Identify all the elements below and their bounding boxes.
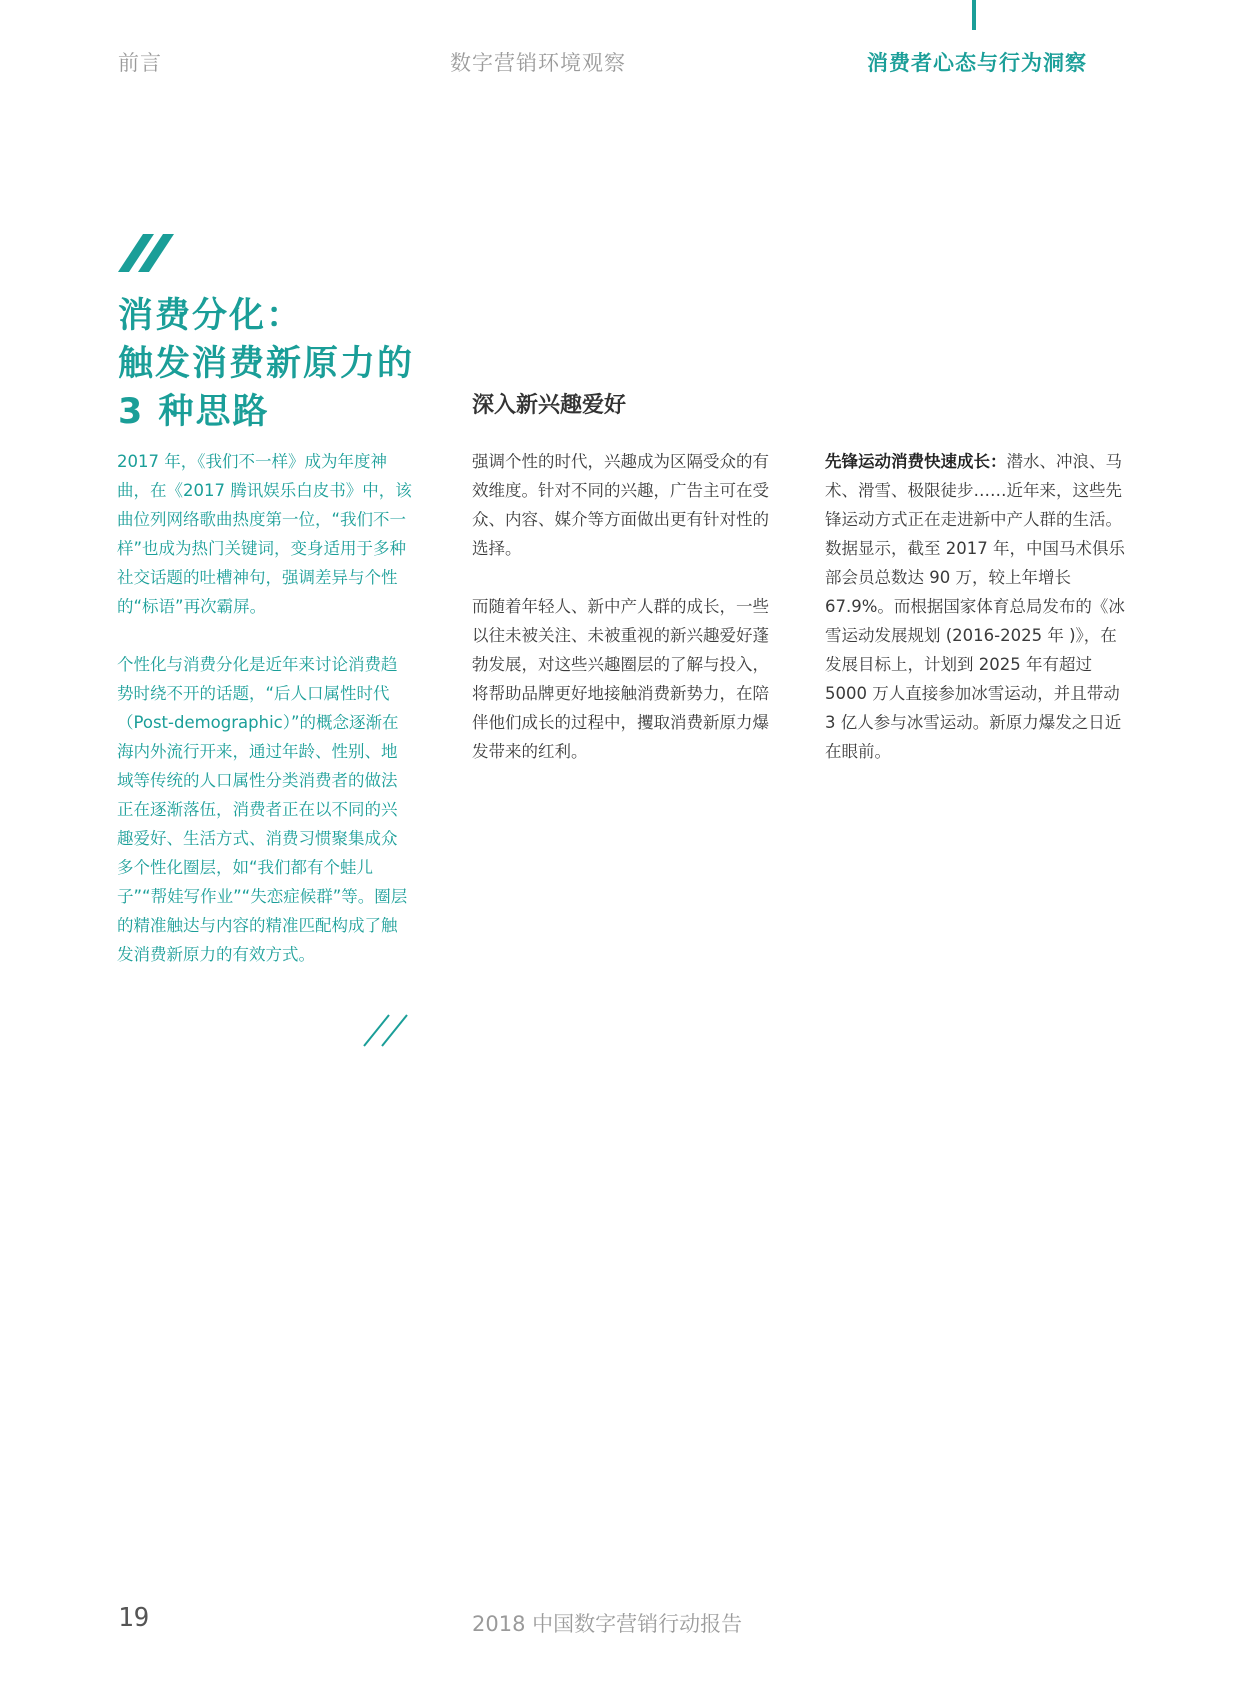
column-pioneer-sports [825, 447, 1127, 795]
page-number: 19 [118, 1603, 150, 1633]
title-line-1: 消费分化： [118, 296, 304, 336]
nav-item-preface[interactable]: 前言 [118, 51, 162, 75]
interests-paragraph-1: 强调个性的时代，兴趣成为区隔受众的有效维度。针对不同的兴趣，广告主可在受众、内容、媒介等方面做出更有针对性的选择。 [472, 452, 769, 558]
interests-paragraph-2: 而随着年轻人、新中产人群的成长，一些以往未被关注、未被重视的新兴趣爱好蓬勃发展，对这些兴趣圈层的了解与投入，将帮助品牌更好地接触消费新势力，在陪伴他们成长的过程中，攫取消费新原力爆发带来的红利。 [472, 597, 769, 761]
active-section-marker [972, 0, 976, 30]
double-slash-icon [118, 232, 178, 272]
article-title [118, 292, 414, 436]
sports-body: 潜水、冲浪、马术、滑雪、极限徒步……近年来，这些先锋运动方式正在走进新中产人群的生活。数据显示，截至 2017 年，中国马术俱乐部会员总数达 90 万，较上年增长 67.9%。而根据国家体育总局发布的《冰雪运动发展规划 (2016-2025 年 )》，在发展目标上，计划到 2025 年有超过 5000 万人直接参加冰雪运动，并且带动 3 亿人参与冰雪运动。新原力爆发之日近在眼前。 [825, 452, 1125, 761]
nav-item-consumer-insights[interactable]: 消费者心态与行为洞察 [867, 51, 1087, 75]
column-intro [117, 447, 412, 998]
section-subheading: 深入新兴趣爱好 [472, 393, 627, 418]
column-new-interests [472, 447, 772, 795]
intro-paragraph-2: 个性化与消费分化是近年来讨论消费趋势时绕不开的话题，“后人口属性时代（Post-demographic）”的概念逐渐在海内外流行开来，通过年龄、性别、地域等传统的人口属性分类消费者的做法正在逐渐落伍，消费者正在以不同的兴趣爱好、生活方式、消费习惯聚集成众多个性化圈层，如“我们都有个蛙儿子”“帮娃写作业”“失恋症候群”等。圈层的精准触达与内容的精准匹配构成了触发消费新原力的有效方式。 [117, 655, 408, 964]
nav-item-digital-marketing-environment[interactable]: 数字营销环境观察 [450, 51, 626, 75]
sports-lead: 先锋运动消费快速成长： [825, 452, 1007, 471]
title-line-2: 触发消费新原力的 [118, 344, 415, 384]
double-slash-outline-icon [362, 1013, 412, 1048]
sports-paragraph [825, 447, 1127, 766]
report-title: 2018 中国数字营销行动报告 [472, 1612, 743, 1636]
title-line-3: 3 种思路 [118, 392, 270, 432]
intro-paragraph-1: 2017 年，《我们不一样》成为年度神曲，在《2017 腾讯娱乐白皮书》中，该曲位列网络歌曲热度第一位，“我们不一样”也成为热门关键词，变身适用于多种社交话题的吐槽神句，强调差异与个性的“标语”再次霸屏。 [117, 452, 412, 616]
